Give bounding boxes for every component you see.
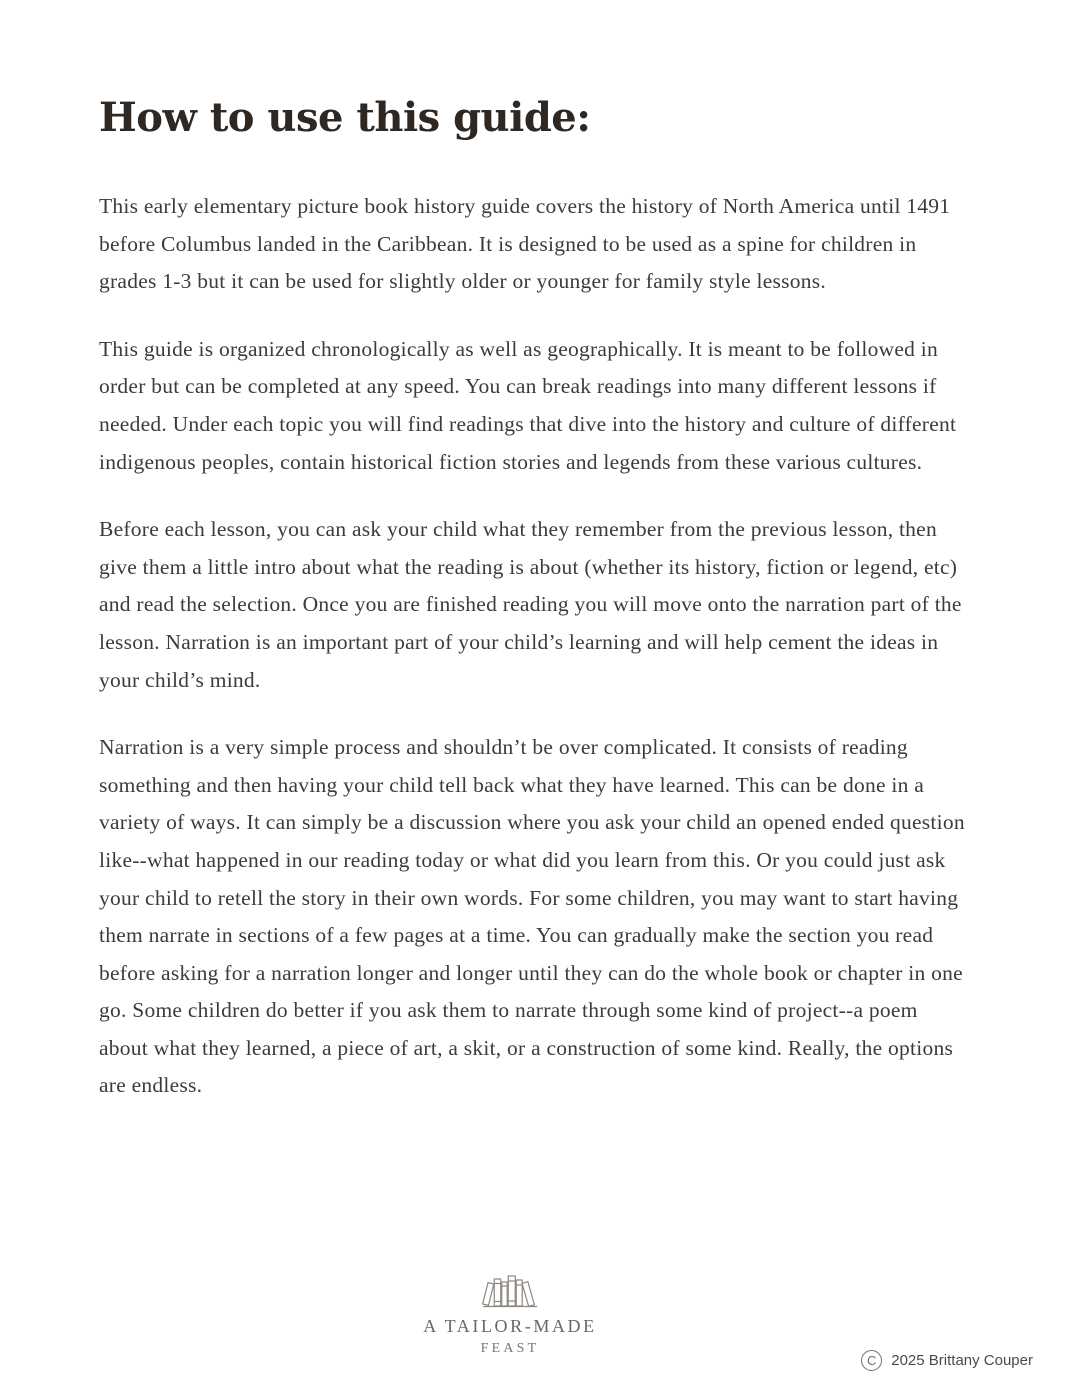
paragraph-lesson-flow: Before each lesson, you can ask your child what they remember from the previous lesson, then give them a little intro about what the reading is about (whether its history, fiction or legend, etc) and read the selection. Once you are finished reading you will move onto the narration part of the lesson. Narration is an important part of your child’s learning and will help cement the ideas in your child’s mind. (99, 517, 962, 692)
books-icon (423, 1273, 597, 1314)
paragraph-organization: This guide is organized chronologically as well as geographically. It is meant to be followed in order but can be completed at any speed. You can break readings into many different lessons if needed. Under each topic you will find readings that dive into the history and culture of different indigenous peoples, contain historical fiction stories and legends from these various cultures. (99, 336, 957, 474)
page-title: How to use this guide: (99, 94, 591, 141)
copyright-text: 2025 Brittany Couper (891, 1352, 1033, 1369)
brand-logo (423, 1273, 597, 1357)
paragraph-narration: Narration is a very simple process and shouldn’t be over complicated. It consists of reading something and then having your child tell back what they have learned. This can be done in a variety of ways. It can simply be a discussion where you ask your child an opened ended question like--what happened in our reading today or what did you learn from this. Or you could just ask your child to retell the story in their own words. For some children, you may want to start having them narrate in sections of a few pages at a time. You can gradually make the section you read before asking for a narration longer and longer until they can do the whole book or chapter in one go. Some children do better if you ask them to narrate through some kind of project--a poem about what they learned, a piece of art, a skit, or a construction of some kind. Really, the options are endless. (99, 735, 965, 1098)
copyright-icon: C (861, 1350, 882, 1371)
copyright-notice (861, 1350, 1033, 1371)
brand-subname: FEAST (480, 1341, 540, 1356)
brand-name: A TAILOR-MADE (423, 1316, 597, 1336)
paragraph-intro: This early elementary picture book history guide covers the history of North America until 1491 before Columbus landed in the Caribbean. It is designed to be used as a spine for children in grades 1-3 but it can be used for slightly older or younger for family style lessons. (99, 194, 951, 294)
